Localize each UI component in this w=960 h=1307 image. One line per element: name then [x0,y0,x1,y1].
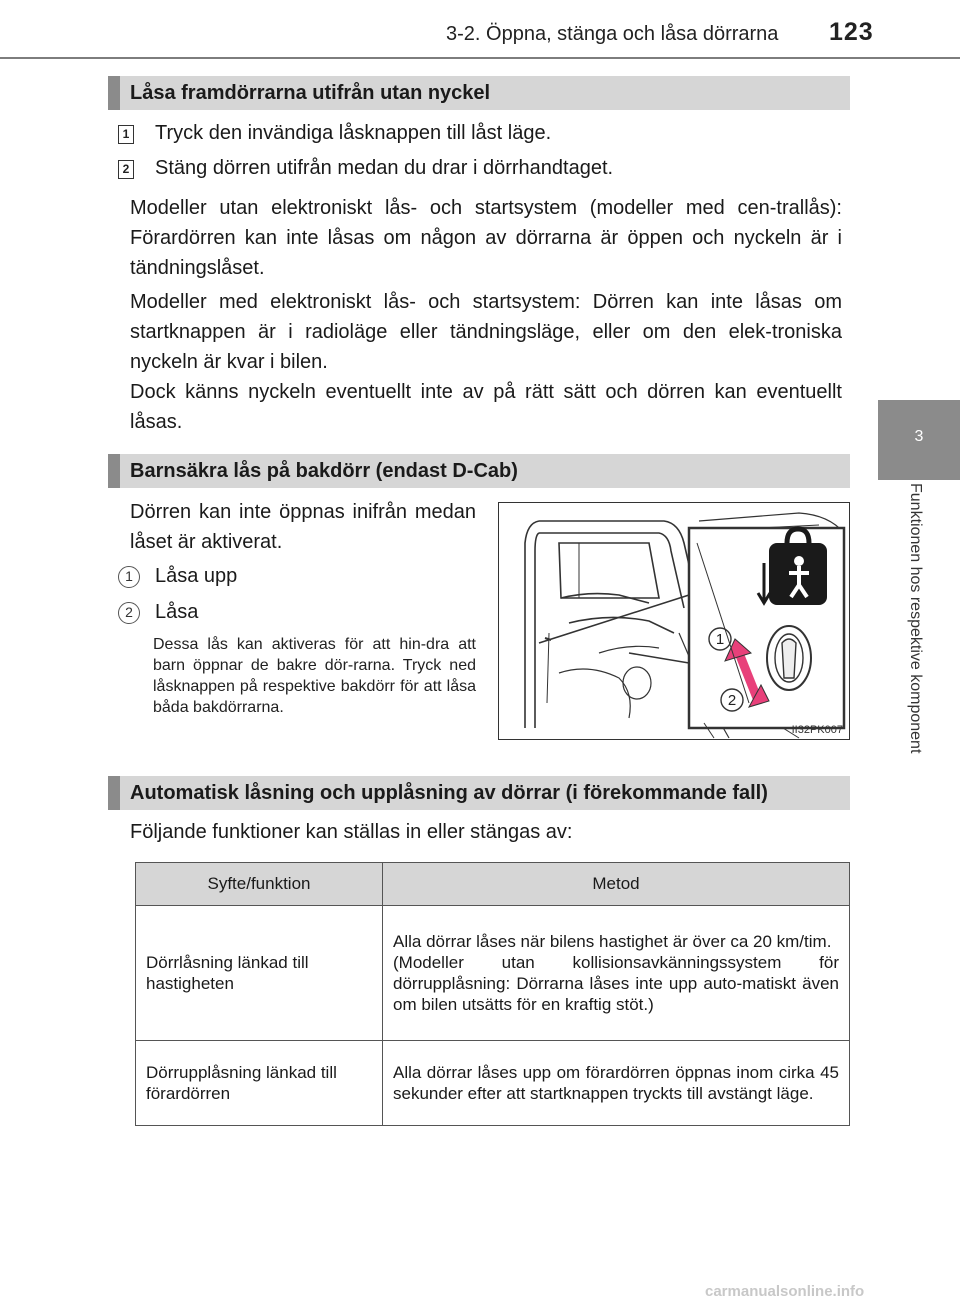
chapter-tab [878,400,960,480]
chapter-title: Funktionen hos respektive komponent [907,483,924,754]
callout-2-label: 2 [727,692,737,709]
callout-number: 1 [118,566,140,588]
callout-number: 2 [118,602,140,624]
child-lock-note: Dessa lås kan aktiveras för att hin-dra att barn öppnar de bakre dör-rarna. Tryck ned låsknappen på respektive bakdörr för att låsa båda bakdörrarna. [153,636,476,716]
paragraph-smart-key-note: Dock känns nyckeln eventuellt inte av på rätt sätt och dörren kan eventuellt låsas. [130,381,842,433]
column-header: Metod [383,863,850,906]
table-row [136,906,850,1041]
table-row [136,1041,850,1126]
page-header [0,0,960,60]
header-rule [0,57,960,59]
child-lock-intro: Dörren kan inte öppnas inifrån medan låset är aktiverat. [130,501,476,553]
item-unlock: Låsa upp [155,565,238,587]
step-text: Tryck den invändiga låsknappen till låst läge. [155,122,552,144]
chapter-number: 3 [914,428,924,445]
table-cell-function: Dörrupplåsning länkad till förardörren [136,1041,383,1126]
rear-door-drawing [499,503,849,739]
table-cell-method: Alla dörrar låses när bilens hastighet är över ca 20 km/tim. (Modeller utan kollisionsavkänningssystem för dörrupplåsning: Dörrarna låses inte upp auto-matiskt även om bilen utsätts för en kraftig stöt.) [383,906,850,1041]
page-number: 123 [829,18,874,46]
section-heading-auto-locking: Automatisk låsning och upplåsning av dörrar (i förekommande fall) [108,776,850,810]
paragraph-no-smart-key: Modeller utan elektroniskt lås- och startsystem (modeller med cen-trallås): Förardörren kan inte låsas om någon av dörrarna är öppen och nyckeln är i tändningslåset. [130,197,842,279]
section-heading-child-lock: Barnsäkra lås på bakdörr (endast D-Cab) [108,454,850,488]
callout-1-label: 1 [715,631,725,648]
section-heading-lock-front-doors: Låsa framdörrarna utifrån utan nyckel [108,76,850,110]
step-number: 2 [118,160,134,179]
table-cell-method: Alla dörrar låses upp om förardörren öppnas inom cirka 45 sekunder efter att startknappen tryckts till avstängt läge. [383,1041,850,1126]
table-header-row [136,863,850,906]
step-number: 1 [118,125,134,144]
illustration-code: II32PK007 [791,724,843,736]
table-cell-function: Dörrlåsning länkad till hastigheten [136,906,383,1041]
section-breadcrumb: 3-2. Öppna, stänga och låsa dörrarna [446,23,779,45]
auto-locking-intro: Följande funktioner kan ställas in eller stängas av: [130,821,573,843]
item-lock: Låsa [155,601,199,623]
child-lock-illustration [498,502,850,740]
column-header: Syfte/funktion [136,863,383,906]
watermark: carmanualsonline.info [705,1283,865,1300]
settings-table [135,862,850,1126]
step-text: Stäng dörren utifrån medan du drar i dörrhandtaget. [155,157,614,179]
paragraph-smart-key: Modeller med elektroniskt lås- och startsystem: Dörren kan inte låsas om startknappen är i radioläge eller tändningsläge, eller om den elek-troniska nyckeln är kvar i bilen. [130,291,842,373]
